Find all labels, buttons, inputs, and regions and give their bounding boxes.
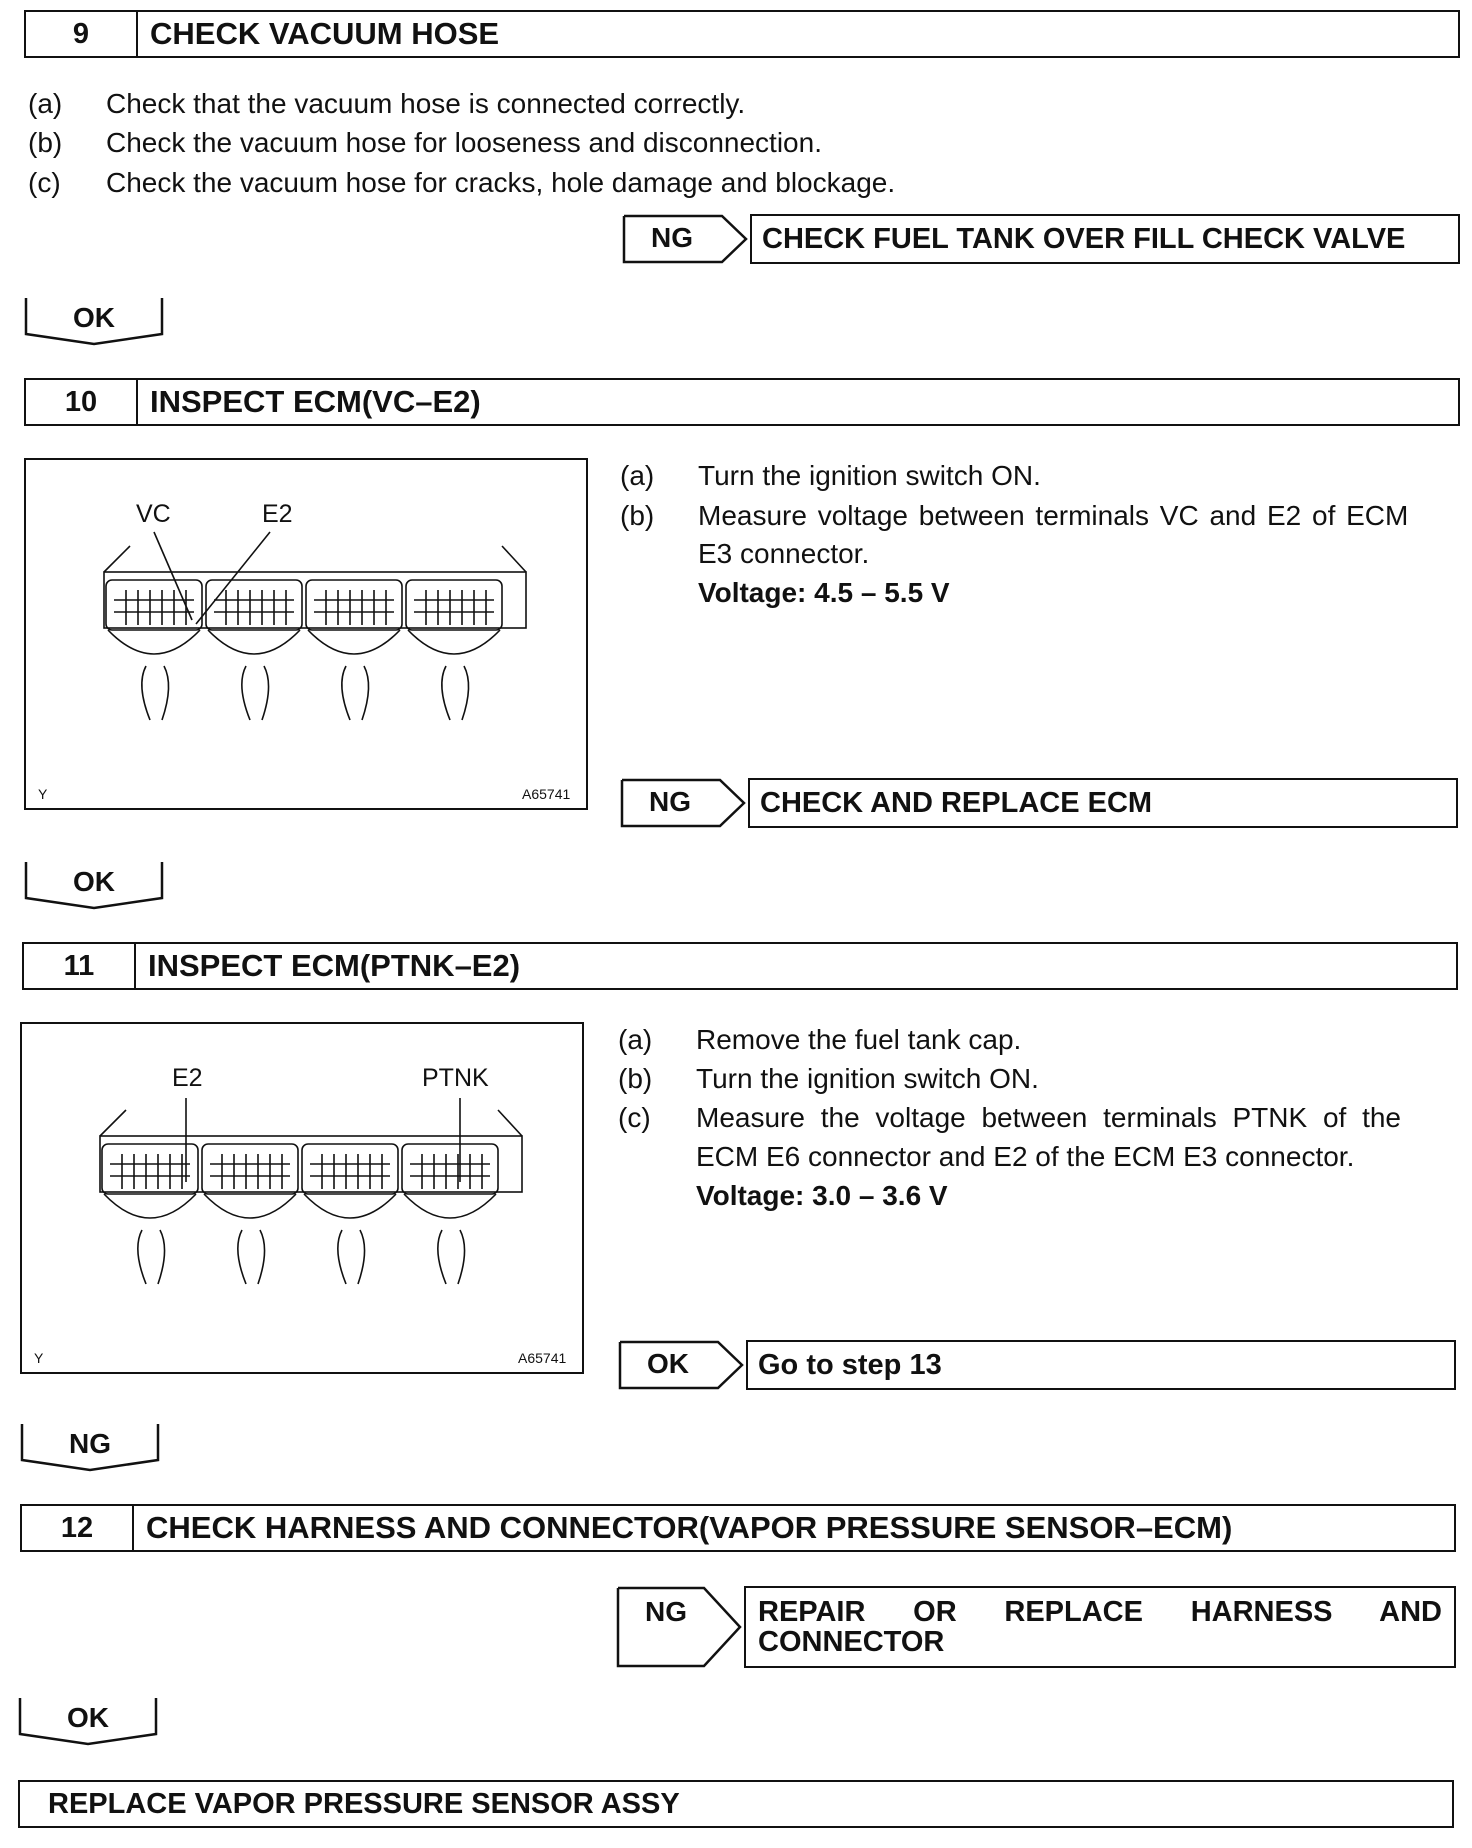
ng-arrow-tag: NG <box>616 1586 744 1668</box>
figure-label-vc: VC <box>136 500 171 528</box>
step-title: INSPECT ECM(PTNK–E2) <box>148 948 521 983</box>
figure-id-label: A65741 <box>522 786 571 802</box>
step-title: INSPECT ECM(VC–E2) <box>150 384 481 419</box>
spec-value: Voltage: 3.0 – 3.6 V <box>696 1180 948 1211</box>
step-10-header <box>24 378 1460 426</box>
step-number: 12 <box>22 1506 134 1550</box>
ecm-connector-diagram <box>26 460 588 810</box>
ng-arrow-tag: NG <box>620 778 748 828</box>
ng-down-tag: NG <box>20 1422 160 1472</box>
ok-result-box: Go to step 13 <box>746 1340 1456 1390</box>
step-9-header <box>24 10 1460 58</box>
ng-result-box: CHECK AND REPLACE ECM <box>748 778 1458 828</box>
final-action-box: REPLACE VAPOR PRESSURE SENSOR ASSY <box>18 1780 1454 1828</box>
step-number: 9 <box>26 12 138 56</box>
ecm-connector-figure <box>20 1022 584 1374</box>
ok-arrow-tag: OK <box>618 1340 746 1390</box>
ok-down-tag: OK <box>24 296 164 346</box>
step-12-header <box>20 1504 1456 1552</box>
ng-result-box: REPAIR OR REPLACE HARNESS AND CONNECTOR <box>744 1586 1456 1668</box>
ng-arrow-tag: NG <box>622 214 750 264</box>
figure-corner-label: Y <box>34 1350 44 1366</box>
step-title: CHECK HARNESS AND CONNECTOR(VAPOR PRESSURE SENSOR–ECM) <box>146 1510 1233 1545</box>
figure-id-label: A65741 <box>518 1350 567 1366</box>
step-11-header <box>22 942 1458 990</box>
figure-label-e2: E2 <box>262 500 293 528</box>
ng-result-box: CHECK FUEL TANK OVER FILL CHECK VALVE <box>750 214 1460 264</box>
figure-corner-label: Y <box>38 786 48 802</box>
ecm-connector-figure <box>24 458 588 810</box>
ok-down-tag: OK <box>18 1696 158 1746</box>
ecm-connector-diagram <box>22 1024 584 1374</box>
step-number: 11 <box>24 944 136 988</box>
figure-label-ptnk: PTNK <box>422 1064 489 1092</box>
figure-label-e2: E2 <box>172 1064 203 1092</box>
step-title: CHECK VACUUM HOSE <box>150 16 500 51</box>
step-number: 10 <box>26 380 138 424</box>
spec-value: Voltage: 4.5 – 5.5 V <box>698 577 950 608</box>
ok-down-tag: OK <box>24 860 164 910</box>
